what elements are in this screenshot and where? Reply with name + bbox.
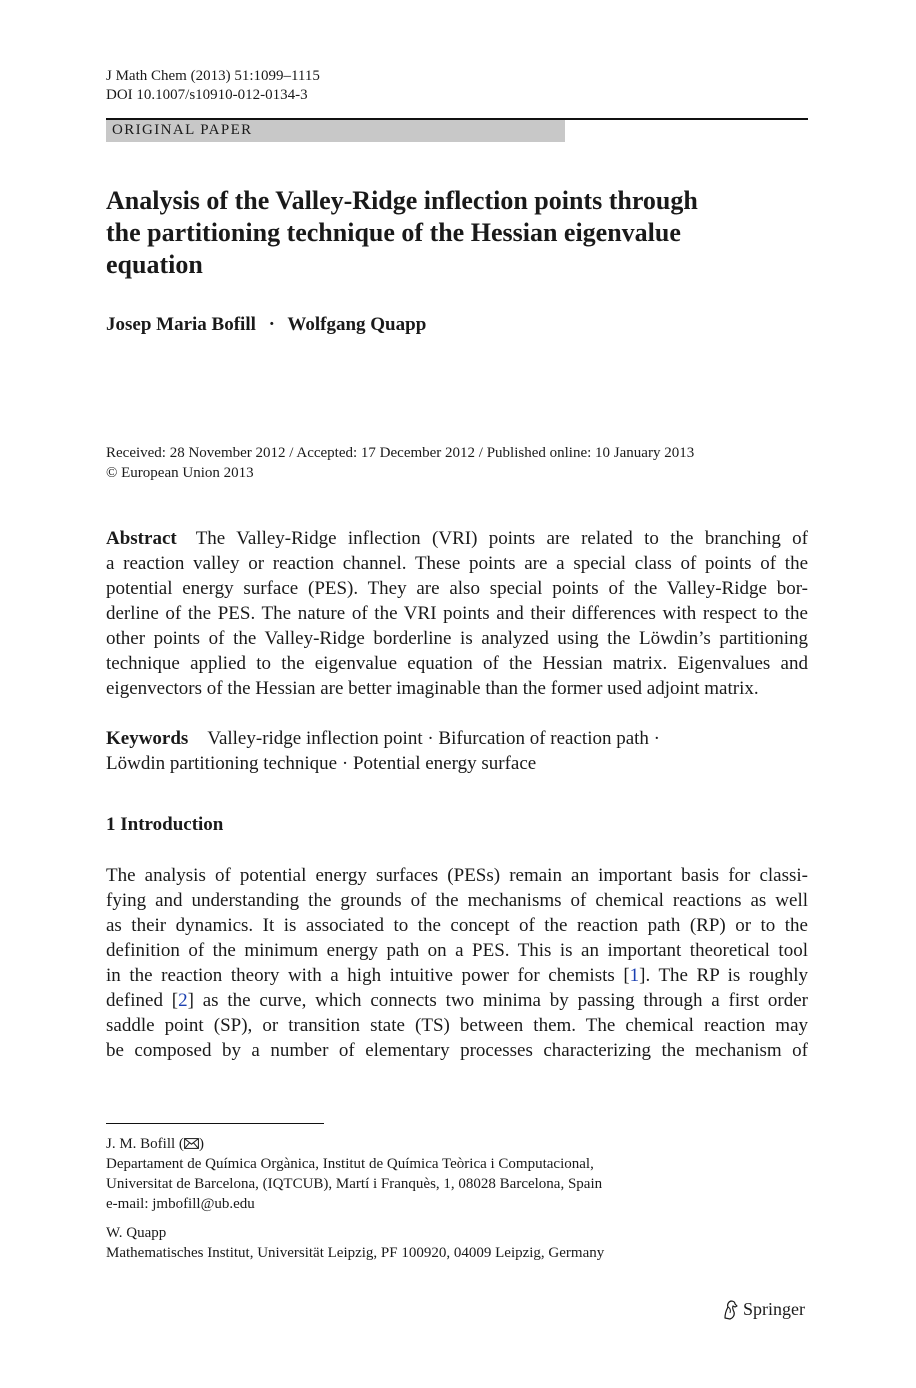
springer-horse-icon xyxy=(722,1300,738,1320)
abstract-line: Abstract The Valley-Ridge inflection (VRI) points are related to the branching of xyxy=(106,528,808,549)
abstract-heading: Abstract xyxy=(106,528,177,549)
publisher-name: Springer xyxy=(743,1299,805,1319)
keywords-heading: Keywords xyxy=(106,728,189,749)
author-list xyxy=(106,314,426,336)
section-number: 1 xyxy=(106,814,116,835)
footnote-line: Departament de Química Orgànica, Institut de Química Teòrica i Computacional, xyxy=(106,1156,594,1172)
body-line: definition of the minimum energy path on a PES. This is an important theoretical tool xyxy=(106,940,808,961)
footnote-author-2 xyxy=(106,1223,604,1263)
dates-line: Received: 28 November 2012 / Accepted: 17 December 2012 / Published online: 10 January 2013 xyxy=(106,445,695,461)
abstract-line: a reaction valley or reaction channel. These points are a special class of points of the xyxy=(106,553,808,574)
footnote-email: e-mail: jmbofill@ub.edu xyxy=(106,1196,255,1212)
author-separator: · xyxy=(268,314,275,335)
body-line: in the reaction theory with a high intuitive power for chemists [1]. The RP is roughly xyxy=(106,965,808,986)
keywords-block xyxy=(106,726,808,776)
section-title: Introduction xyxy=(120,814,224,835)
body-line: as their dynamics. It is associated to the concept of the reaction path (RP) or to the xyxy=(106,915,808,936)
keywords-line: Löwdin partitioning technique · Potential energy surface xyxy=(106,753,537,774)
abstract-block xyxy=(106,526,808,701)
footnote-name: J. M. Bofill ( ) xyxy=(106,1136,204,1152)
body-line: saddle point (SP), or transition state (TS) between them. The chemical reaction may xyxy=(106,1015,808,1036)
abstract-line: other points of the Valley-Ridge borderline is analyzed using the Löwdin’s partitioning xyxy=(106,628,808,649)
keywords-line: Keywords Valley-ridge inflection point · Bifurcation of reaction path · xyxy=(106,728,661,749)
title-line: Analysis of the Valley-Ridge inflection points through xyxy=(106,186,698,215)
article-type-band: ORIGINAL PAPER xyxy=(106,120,565,142)
paper-title xyxy=(106,185,808,281)
author-name: Wolfgang Quapp xyxy=(287,314,427,335)
body-line: defined [2] as the curve, which connects two minima by passing through a first order xyxy=(106,990,808,1011)
section-heading xyxy=(106,814,223,836)
title-line: equation xyxy=(106,250,203,279)
title-line: the partitioning technique of the Hessian eigenvalue xyxy=(106,218,681,247)
envelope-icon xyxy=(184,1138,199,1149)
journal-doi: DOI 10.1007/s10910-012-0134-3 xyxy=(106,87,308,103)
journal-header xyxy=(106,67,320,105)
publisher-mark xyxy=(722,1299,805,1320)
footnote-name: W. Quapp xyxy=(106,1225,167,1241)
footnote-line: Universitat de Barcelona, (IQTCUB), Martí i Franquès, 1, 08028 Barcelona, Spain xyxy=(106,1176,603,1192)
body-line: fying and understanding the grounds of the mechanisms of chemical reactions as well xyxy=(106,890,808,911)
publication-history xyxy=(106,443,694,483)
author-name: Josep Maria Bofill xyxy=(106,314,256,335)
footnote-author-1 xyxy=(106,1134,602,1214)
copyright-line: © European Union 2013 xyxy=(106,465,254,481)
paper-page xyxy=(106,0,808,1388)
abstract-line: potential energy surface (PES). They are also special points of the Valley-Ridge bor- xyxy=(106,578,808,599)
citation-link[interactable]: 1 xyxy=(629,965,640,986)
abstract-line: technique applied to the eigenvalue equation of the Hessian matrix. Eigenvalues and xyxy=(106,653,808,674)
footnote-line: Mathematisches Institut, Universität Leipzig, PF 100920, 04009 Leipzig, Germany xyxy=(106,1245,605,1261)
abstract-line: eigenvectors of the Hessian are better imaginable than the former used adjoint matrix. xyxy=(106,678,759,699)
introduction-body xyxy=(106,863,808,1063)
body-line: be composed by a number of elementary processes characterizing the mechanism of xyxy=(106,1040,808,1061)
footnote-rule xyxy=(106,1123,324,1124)
body-line: The analysis of potential energy surfaces (PESs) remain an important basis for classi- xyxy=(106,865,808,886)
citation-link[interactable]: 2 xyxy=(178,990,188,1011)
abstract-line: derline of the PES. The nature of the VRI points and their differences with respect to the xyxy=(106,603,808,624)
journal-citation: J Math Chem (2013) 51:1099–1115 xyxy=(106,68,320,84)
